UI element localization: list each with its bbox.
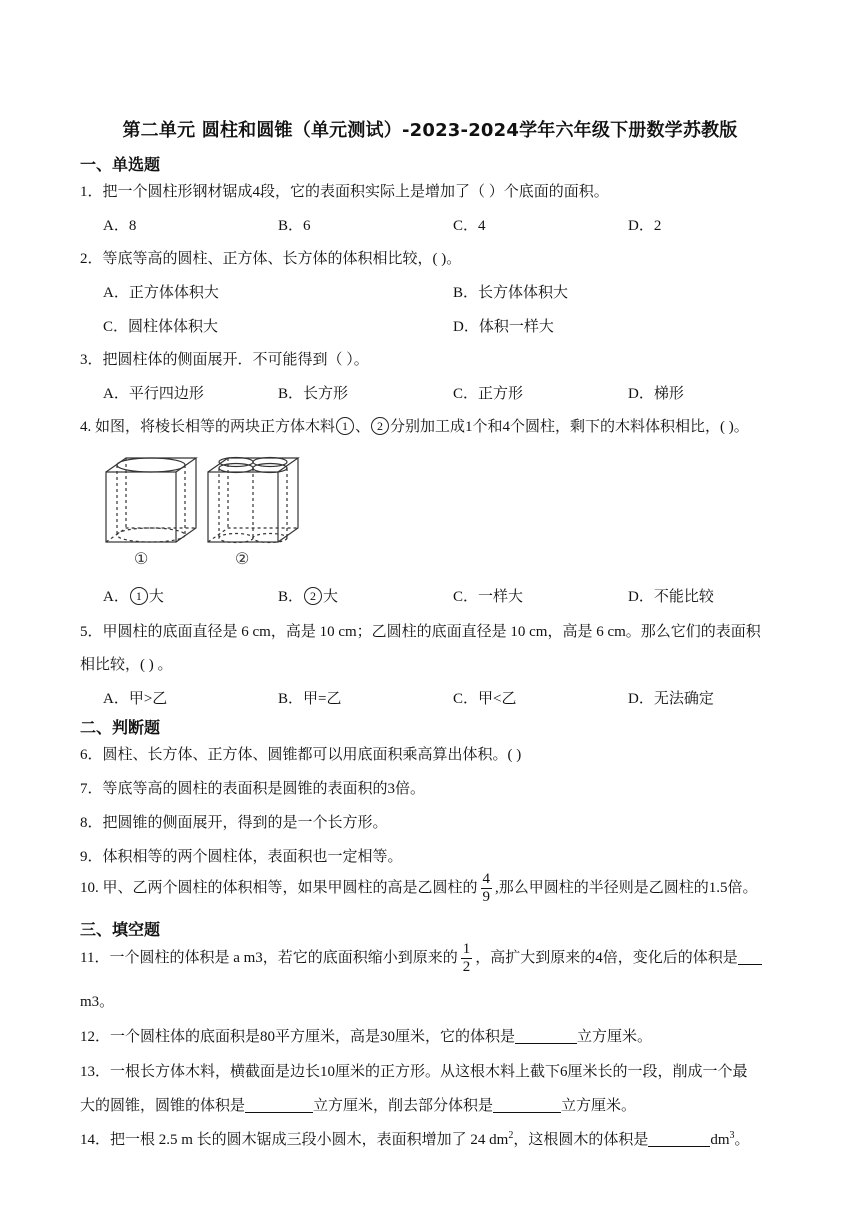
q14-text-mid: ，这根圆木的体积是 [513, 1132, 649, 1148]
circled-number-1: 1 [336, 417, 354, 435]
q5-option-c[interactable]: C．甲<乙 [453, 691, 517, 707]
q12-text-end: 立方厘米。 [577, 1029, 653, 1045]
q13-answer-blank-2[interactable] [493, 1098, 561, 1113]
fraction-denominator: 2 [462, 959, 471, 975]
q4-option-a-suffix: 大 [148, 589, 164, 605]
q2-option-d[interactable]: D．体积一样大 [453, 319, 554, 335]
q14-unit: dm [710, 1132, 730, 1148]
q12-answer-blank[interactable] [515, 1029, 577, 1044]
q1-option-c[interactable]: C．4 [453, 218, 486, 234]
q5-option-a[interactable]: A．甲>乙 [103, 691, 168, 707]
q13-answer-blank-1[interactable] [245, 1098, 313, 1113]
section-heading-single-choice: 一、单选题 [80, 155, 161, 174]
question-1: 1．把一个圆柱形钢材锯成4段，它的表面积实际上是增加了（ ）个底面的面积。 [80, 184, 609, 200]
q4-text-end: 分别加工成1个和4个圆柱，剩下的木料体积相比，( )。 [390, 419, 749, 435]
q14-text-start: 14．把一根 2.5 m 长的圆木锯成三段小圆木，表面积增加了 24 dm [80, 1132, 509, 1148]
figure-label-2: ② [235, 549, 250, 568]
question-11-line-2: m3。 [80, 994, 115, 1010]
q1-option-d[interactable]: D．2 [628, 218, 662, 234]
q5-option-b[interactable]: B．甲=乙 [278, 691, 342, 707]
q10-text-end: ,那么甲圆柱的半径则是乙圆柱的1.5倍。 [495, 879, 758, 896]
q1-option-a[interactable]: A．8 [103, 218, 137, 234]
question-5-line-2: 相比较，( ) 。 [80, 657, 173, 673]
q2-option-b[interactable]: B．长方体体积大 [453, 285, 569, 301]
q14-superscript-3: 3 [729, 1130, 735, 1141]
fraction-denominator: 9 [482, 889, 491, 905]
q4-option-c[interactable]: C．一样大 [453, 589, 524, 605]
q3-option-c[interactable]: C．正方形 [453, 386, 524, 402]
question-8: 8．把圆锥的侧面展开，得到的是一个长方形。 [80, 815, 388, 831]
fraction-numerator: 1 [462, 941, 471, 957]
question-11 [80, 941, 762, 976]
fraction-one-half [461, 941, 473, 976]
figure-label-1: ① [134, 549, 149, 568]
circled-number-2: 2 [371, 417, 389, 435]
q1-option-b[interactable]: B．6 [278, 218, 311, 234]
q4-option-b[interactable] [278, 585, 338, 606]
q13-text-start: 大的圆锥，圆锥的体积是 [80, 1098, 246, 1114]
q14-text-end: 。 [734, 1132, 750, 1148]
q13-text-end: 立方厘米。 [561, 1098, 637, 1114]
question-2: 2．等底等高的圆柱、正方体、长方体的体积相比较，( )。 [80, 251, 462, 267]
q4-separator: 、 [355, 419, 371, 435]
q14-answer-blank[interactable] [648, 1132, 710, 1147]
q4-text-start: 4. 如图，将棱长相等的两块正方体木料 [80, 419, 336, 435]
q10-text-start: 10. 甲、乙两个圆柱的体积相等，如果甲圆柱的高是乙圆柱的 [80, 879, 478, 896]
q11-text-start: 11．一个圆柱的体积是 a m3，若它的底面积缩小到原来的 [80, 949, 458, 966]
fraction-four-ninths [481, 871, 493, 906]
q4-option-a-prefix: A． [103, 589, 129, 605]
q12-text-start: 12．一个圆柱体的底面积是80平方厘米，高是30厘米，它的体积是 [80, 1029, 516, 1045]
circled-number-2: 2 [304, 587, 322, 605]
q13-text-mid: 立方厘米，削去部分体积是 [313, 1098, 494, 1114]
cube-cylinder-figure [100, 452, 305, 570]
fraction-numerator: 4 [482, 871, 491, 887]
q11-text-mid: ，高扩大到原来的4倍，变化后的体积是 [475, 949, 738, 966]
q2-option-c[interactable]: C．圆柱体体积大 [103, 319, 219, 335]
q3-option-b[interactable]: B．长方形 [278, 386, 349, 402]
question-5-line-1: 5．甲圆柱的底面直径是 6 cm，高是 10 cm；乙圆柱的底面直径是 10 cm，高是 6 cm。那么它们的表面积 [80, 624, 761, 640]
q4-option-b-suffix: 大 [323, 589, 339, 605]
question-10 [80, 871, 758, 906]
page-title: 第二单元 圆柱和圆锥（单元测试）-2023-2024学年六年级下册数学苏教版 [122, 120, 738, 141]
cube-four-small-cylinders [208, 458, 298, 543]
q4-option-a[interactable] [103, 585, 164, 606]
question-13-line-2 [80, 1094, 636, 1115]
q2-option-a[interactable]: A．正方体体积大 [103, 285, 219, 301]
question-4 [80, 415, 749, 436]
q3-option-d[interactable]: D．梯形 [628, 386, 684, 402]
q11-answer-blank[interactable] [738, 950, 762, 965]
question-12 [80, 1025, 652, 1046]
q4-option-d[interactable]: D．不能比较 [628, 589, 714, 605]
q4-option-b-prefix: B． [278, 589, 304, 605]
question-9: 9．体积相等的两个圆柱体，表面积也一定相等。 [80, 849, 403, 865]
circled-number-1: 1 [130, 587, 148, 605]
q3-option-a[interactable]: A．平行四边形 [103, 386, 204, 402]
question-3: 3．把圆柱体的侧面展开．不可能得到（ ）。 [80, 352, 369, 368]
cube-one-large-cylinder [106, 458, 196, 542]
q5-option-d[interactable]: D．无法确定 [628, 691, 714, 707]
question-14 [80, 1128, 750, 1149]
section-heading-fill-blank: 三、填空题 [80, 920, 161, 939]
question-6: 6．圆柱、长方体、正方体、圆锥都可以用底面积乘高算出体积。( ) [80, 747, 522, 763]
q14-superscript-2: 2 [508, 1130, 514, 1141]
question-7: 7．等底等高的圆柱的表面积是圆锥的表面积的3倍。 [80, 781, 426, 797]
section-heading-true-false: 二、判断题 [80, 718, 161, 737]
question-13-line-1: 13．一根长方体木料，横截面是边长10厘米的正方形。从这根木料上截下6厘米长的一段，削成一个最 [80, 1064, 748, 1080]
